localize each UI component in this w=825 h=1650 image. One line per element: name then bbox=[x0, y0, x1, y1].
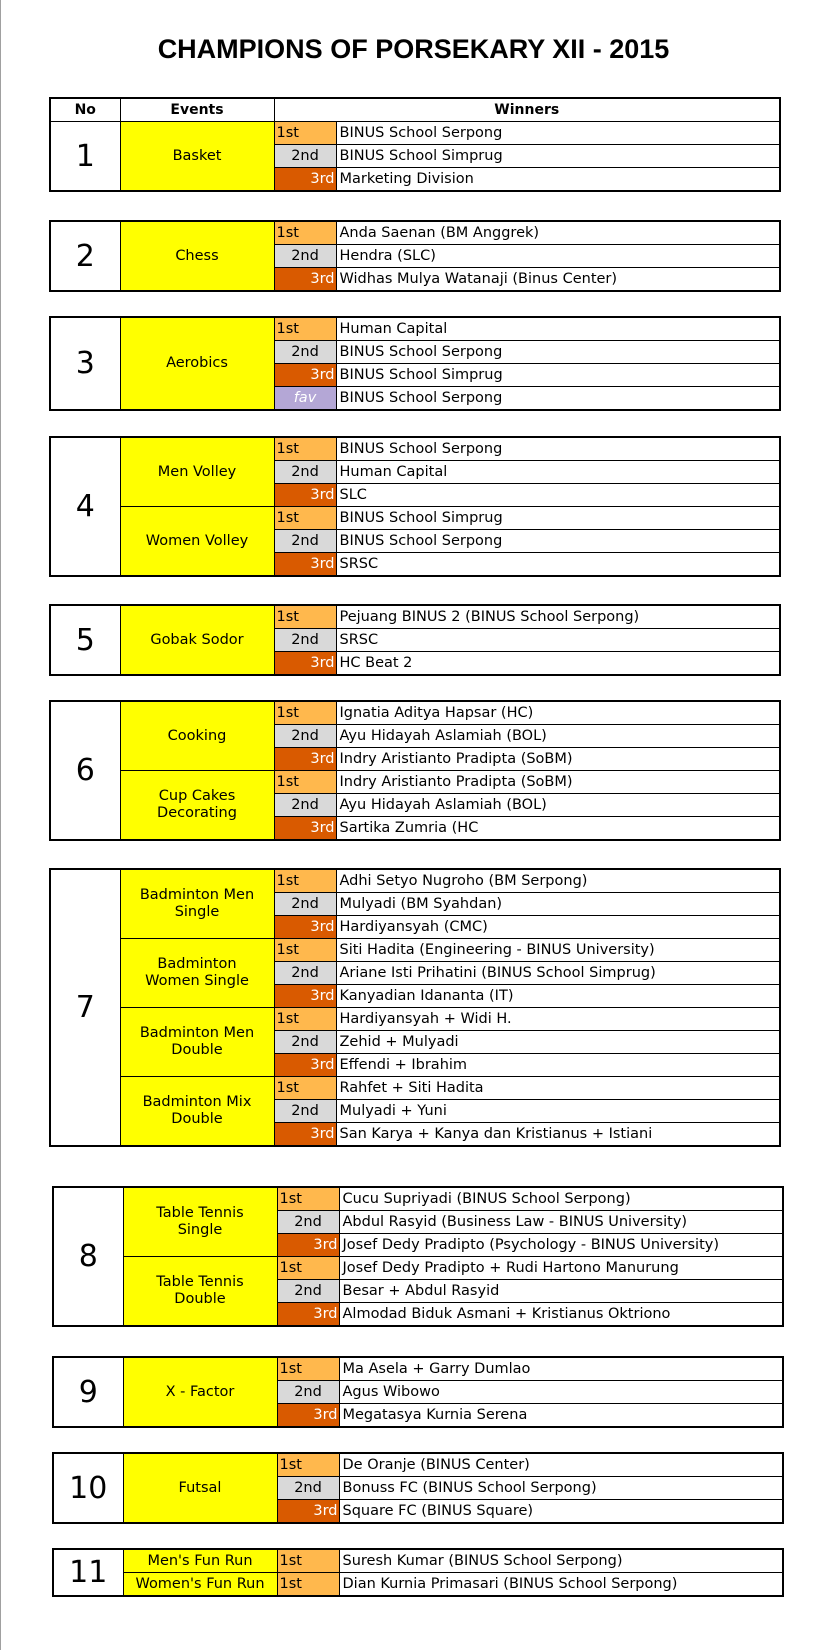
result-row bbox=[50, 437, 780, 461]
rank-badge-3rd: 3rd bbox=[274, 916, 336, 939]
event-name: Women's Fun Run bbox=[123, 1573, 277, 1597]
rank-badge-1st: 1st bbox=[274, 771, 336, 794]
result-row bbox=[50, 939, 780, 962]
rank-badge-3rd: 3rd bbox=[277, 1404, 339, 1428]
result-row bbox=[50, 1077, 780, 1100]
winner-name: Hendra (SLC) bbox=[336, 245, 780, 268]
event-name: Aerobics bbox=[120, 317, 274, 410]
event-name: Badminton Women Single bbox=[120, 939, 274, 1008]
rank-badge-1st: 1st bbox=[277, 1187, 339, 1211]
event-name: Futsal bbox=[123, 1453, 277, 1523]
event-name: Men Volley bbox=[120, 437, 274, 507]
rank-badge-1st: 1st bbox=[277, 1573, 339, 1597]
winner-name: Ariane Isti Prihatini (BINUS School Simprug) bbox=[336, 962, 780, 985]
result-row bbox=[50, 221, 780, 245]
rank-badge-3rd: 3rd bbox=[274, 652, 336, 676]
header-events: Events bbox=[120, 98, 274, 122]
winner-name: Agus Wibowo bbox=[339, 1381, 783, 1404]
rank-badge-1st: 1st bbox=[277, 1357, 339, 1381]
rank-badge-1st: 1st bbox=[274, 869, 336, 893]
winner-name: Siti Hadita (Engineering - BINUS University) bbox=[336, 939, 780, 962]
event-name: Cup Cakes Decorating bbox=[120, 771, 274, 841]
winner-name: Human Capital bbox=[336, 317, 780, 341]
rank-badge-2nd: 2nd bbox=[274, 1031, 336, 1054]
rank-badge-1st: 1st bbox=[274, 1077, 336, 1100]
page-title: CHAMPIONS OF PORSEKARY XII - 2015 bbox=[157, 34, 670, 64]
winner-name: Besar + Abdul Rasyid bbox=[339, 1280, 783, 1303]
rank-badge-3rd: 3rd bbox=[274, 1054, 336, 1077]
winner-name: BINUS School Simprug bbox=[336, 507, 780, 530]
rank-badge-3rd: 3rd bbox=[274, 484, 336, 507]
winner-name: Ma Asela + Garry Dumlao bbox=[339, 1357, 783, 1381]
event-name: Badminton Men Single bbox=[120, 869, 274, 939]
group-table-11 bbox=[52, 1548, 784, 1597]
event-number: 6 bbox=[50, 701, 120, 840]
winner-name: Abdul Rasyid (Business Law - BINUS University) bbox=[339, 1211, 783, 1234]
winner-name: Mulyadi + Yuni bbox=[336, 1100, 780, 1123]
result-row bbox=[50, 507, 780, 530]
winner-name: Rahfet + Siti Hadita bbox=[336, 1077, 780, 1100]
group-table-6 bbox=[49, 700, 781, 841]
rank-badge-2nd: 2nd bbox=[274, 245, 336, 268]
winner-name: Indry Aristianto Pradipta (SoBM) bbox=[336, 771, 780, 794]
rank-badge-1st: 1st bbox=[274, 605, 336, 629]
winner-name: Josef Dedy Pradipto (Psychology - BINUS University) bbox=[339, 1234, 783, 1257]
rank-badge-2nd: 2nd bbox=[274, 725, 336, 748]
rank-badge-3rd: 3rd bbox=[274, 364, 336, 387]
rank-badge-3rd: 3rd bbox=[277, 1303, 339, 1327]
winner-name: SLC bbox=[336, 484, 780, 507]
winner-name: Almodad Biduk Asmani + Kristianus Oktriono bbox=[339, 1303, 783, 1327]
rank-badge-1st: 1st bbox=[274, 317, 336, 341]
rank-badge-2nd: 2nd bbox=[277, 1477, 339, 1500]
rank-badge-2nd: 2nd bbox=[277, 1381, 339, 1404]
winner-name: Ayu Hidayah Aslamiah (BOL) bbox=[336, 794, 780, 817]
rank-badge-3rd: 3rd bbox=[274, 817, 336, 841]
winner-name: BINUS School Serpong bbox=[336, 437, 780, 461]
winner-name: Hardiyansyah (CMC) bbox=[336, 916, 780, 939]
winner-name: Human Capital bbox=[336, 461, 780, 484]
event-name: X - Factor bbox=[123, 1357, 277, 1427]
result-row bbox=[53, 1257, 783, 1280]
event-name: Gobak Sodor bbox=[120, 605, 274, 675]
rank-badge-2nd: 2nd bbox=[274, 145, 336, 168]
result-row bbox=[50, 869, 780, 893]
winner-name: SRSC bbox=[336, 629, 780, 652]
result-row bbox=[50, 605, 780, 629]
winner-name: San Karya + Kanya dan Kristianus + Istiani bbox=[336, 1123, 780, 1147]
group-table-4 bbox=[49, 436, 781, 577]
rank-badge-2nd: 2nd bbox=[274, 341, 336, 364]
rank-badge-2nd: 2nd bbox=[274, 962, 336, 985]
group-table-10 bbox=[52, 1452, 784, 1524]
winner-name: Josef Dedy Pradipto + Rudi Hartono Manurung bbox=[339, 1257, 783, 1280]
winner-name: Kanyadian Idananta (IT) bbox=[336, 985, 780, 1008]
winner-name: BINUS School Serpong bbox=[336, 341, 780, 364]
rank-badge-3rd: 3rd bbox=[274, 553, 336, 577]
winner-name: Zehid + Mulyadi bbox=[336, 1031, 780, 1054]
winner-name: Suresh Kumar (BINUS School Serpong) bbox=[339, 1549, 783, 1573]
event-number: 9 bbox=[53, 1357, 123, 1427]
event-name: Basket bbox=[120, 122, 274, 192]
group-table-9 bbox=[52, 1356, 784, 1428]
rank-badge-2nd: 2nd bbox=[277, 1211, 339, 1234]
winner-name: Widhas Mulya Watanaji (Binus Center) bbox=[336, 268, 780, 292]
result-row bbox=[53, 1357, 783, 1381]
group-table-7 bbox=[49, 868, 781, 1147]
rank-badge-3rd: 3rd bbox=[277, 1500, 339, 1524]
rank-badge-3rd: 3rd bbox=[277, 1234, 339, 1257]
winner-name: BINUS School Simprug bbox=[336, 364, 780, 387]
rank-badge-3rd: 3rd bbox=[274, 748, 336, 771]
event-name: Cooking bbox=[120, 701, 274, 771]
rank-badge-1st: 1st bbox=[274, 507, 336, 530]
winner-name: Indry Aristianto Pradipta (SoBM) bbox=[336, 748, 780, 771]
event-number: 11 bbox=[53, 1549, 123, 1596]
result-row bbox=[50, 317, 780, 341]
event-name: Women Volley bbox=[120, 507, 274, 577]
rank-badge-2nd: 2nd bbox=[277, 1280, 339, 1303]
result-row bbox=[50, 1008, 780, 1031]
winner-name: HC Beat 2 bbox=[336, 652, 780, 676]
winner-name: Megatasya Kurnia Serena bbox=[339, 1404, 783, 1428]
rank-badge-1st: 1st bbox=[277, 1453, 339, 1477]
group-table-1 bbox=[49, 97, 781, 192]
event-number: 7 bbox=[50, 869, 120, 1146]
event-name: Badminton Men Double bbox=[120, 1008, 274, 1077]
group-table-2 bbox=[49, 220, 781, 292]
winner-name: BINUS School Serpong bbox=[336, 530, 780, 553]
winner-name: Adhi Setyo Nugroho (BM Serpong) bbox=[336, 869, 780, 893]
winner-name: BINUS School Serpong bbox=[336, 122, 780, 145]
winner-name: Dian Kurnia Primasari (BINUS School Serpong) bbox=[339, 1573, 783, 1597]
winner-name: Anda Saenan (BM Anggrek) bbox=[336, 221, 780, 245]
rank-badge-2nd: 2nd bbox=[274, 461, 336, 484]
rank-badge-1st: 1st bbox=[274, 122, 336, 145]
event-name: Table Tennis Single bbox=[123, 1187, 277, 1257]
winner-name: Bonuss FC (BINUS School Serpong) bbox=[339, 1477, 783, 1500]
rank-badge-1st: 1st bbox=[277, 1549, 339, 1573]
result-row bbox=[50, 122, 780, 145]
event-name: Chess bbox=[120, 221, 274, 291]
event-number: 4 bbox=[50, 437, 120, 576]
event-number: 1 bbox=[50, 122, 120, 192]
rank-badge-fav: fav bbox=[274, 387, 336, 411]
result-row bbox=[50, 701, 780, 725]
winner-name: Effendi + Ibrahim bbox=[336, 1054, 780, 1077]
rank-badge-1st: 1st bbox=[274, 437, 336, 461]
header-winners: Winners bbox=[274, 98, 780, 122]
winner-name: Square FC (BINUS Square) bbox=[339, 1500, 783, 1524]
result-row bbox=[53, 1187, 783, 1211]
result-row bbox=[53, 1549, 783, 1573]
rank-badge-2nd: 2nd bbox=[274, 629, 336, 652]
winner-name: Ignatia Aditya Hapsar (HC) bbox=[336, 701, 780, 725]
group-table-3 bbox=[49, 316, 781, 411]
rank-badge-2nd: 2nd bbox=[274, 530, 336, 553]
rank-badge-3rd: 3rd bbox=[274, 985, 336, 1008]
winner-name: Marketing Division bbox=[336, 168, 780, 192]
rank-badge-1st: 1st bbox=[274, 939, 336, 962]
winner-name: SRSC bbox=[336, 553, 780, 577]
result-row bbox=[50, 771, 780, 794]
header-row bbox=[50, 98, 780, 122]
winner-name: Pejuang BINUS 2 (BINUS School Serpong) bbox=[336, 605, 780, 629]
result-row bbox=[53, 1453, 783, 1477]
rank-badge-1st: 1st bbox=[274, 221, 336, 245]
winner-name: Sartika Zumria (HC bbox=[336, 817, 780, 841]
event-name: Men's Fun Run bbox=[123, 1549, 277, 1573]
rank-badge-2nd: 2nd bbox=[274, 1100, 336, 1123]
rank-badge-2nd: 2nd bbox=[274, 893, 336, 916]
event-name: Badminton Mix Double bbox=[120, 1077, 274, 1147]
rank-badge-3rd: 3rd bbox=[274, 168, 336, 192]
winner-name: Mulyadi (BM Syahdan) bbox=[336, 893, 780, 916]
winner-name: BINUS School Simprug bbox=[336, 145, 780, 168]
event-number: 8 bbox=[53, 1187, 123, 1326]
group-table-8 bbox=[52, 1186, 784, 1327]
event-number: 5 bbox=[50, 605, 120, 675]
rank-badge-1st: 1st bbox=[274, 1008, 336, 1031]
header-no: No bbox=[50, 98, 120, 122]
winner-name: Hardiyansyah + Widi H. bbox=[336, 1008, 780, 1031]
rank-badge-1st: 1st bbox=[277, 1257, 339, 1280]
event-name: Table Tennis Double bbox=[123, 1257, 277, 1327]
event-number: 3 bbox=[50, 317, 120, 410]
group-table-5 bbox=[49, 604, 781, 676]
winner-name: Cucu Supriyadi (BINUS School Serpong) bbox=[339, 1187, 783, 1211]
rank-badge-3rd: 3rd bbox=[274, 268, 336, 292]
result-row bbox=[53, 1573, 783, 1597]
winner-name: De Oranje (BINUS Center) bbox=[339, 1453, 783, 1477]
event-number: 10 bbox=[53, 1453, 123, 1523]
rank-badge-3rd: 3rd bbox=[274, 1123, 336, 1147]
winner-name: BINUS School Serpong bbox=[336, 387, 780, 411]
rank-badge-1st: 1st bbox=[274, 701, 336, 725]
rank-badge-2nd: 2nd bbox=[274, 794, 336, 817]
winner-name: Ayu Hidayah Aslamiah (BOL) bbox=[336, 725, 780, 748]
event-number: 2 bbox=[50, 221, 120, 291]
